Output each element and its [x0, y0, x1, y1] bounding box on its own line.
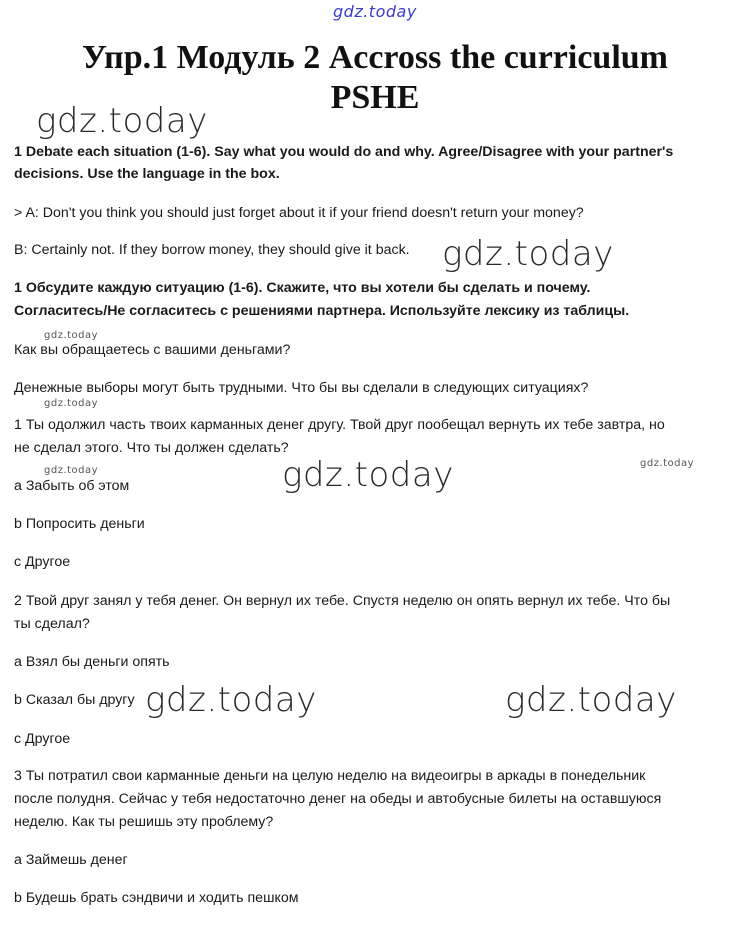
task-en-line1: 1 Debate each situation (1-6). Say what you would do and why. Agree/Disagree with your partner's	[14, 144, 674, 160]
watermark-small-1: gdz.today	[44, 330, 99, 341]
watermark-small-3: gdz.today	[44, 465, 99, 476]
watermark-5: gdz.today	[505, 680, 677, 720]
s2-option-c: c Другое	[14, 731, 71, 747]
watermark-small-2: gdz.today	[44, 398, 99, 409]
s1-line1: 1 Ты одолжил часть твоих карманных денег другу. Твой друг пообещал вернуть их тебе завтра, но	[14, 417, 665, 433]
s1-option-b: b Попросить деньги	[14, 516, 145, 532]
s2-line2: ты сделал?	[14, 616, 90, 632]
dialogue-a: > A: Don't you think you should just forget about it if your friend doesn't return your money?	[14, 205, 584, 221]
s2-option-a: a Взял бы деньги опять	[14, 654, 170, 670]
task-ru-line1: 1 Обсудите каждую ситуацию (1-6). Скажите, что вы хотели бы сделать и почему.	[14, 280, 591, 296]
s2-option-b: b Сказал бы другу	[14, 692, 135, 708]
s2-line1: 2 Твой друг занял у тебя денег. Он вернул их тебе. Спустя неделю он опять вернул их тебе. Что бы	[14, 593, 671, 609]
watermark-2: gdz.today	[442, 234, 614, 274]
s3-line2: после полудня. Сейчас у тебя недостаточно денег на обеды и автобусные билеты на оставшуюся	[14, 791, 662, 807]
intro-q2: Денежные выборы могут быть трудными. Что бы вы сделали в следующих ситуациях?	[14, 380, 589, 396]
dialogue-b: B: Certainly not. If they borrow money, they should give it back.	[14, 242, 410, 258]
watermark-top: gdz.today	[333, 2, 417, 21]
task-en-line2: decisions. Use the language in the box.	[14, 166, 280, 182]
watermark-3: gdz.today	[282, 455, 454, 495]
s1-option-a: a Забыть об этом	[14, 478, 130, 494]
task-ru-line2: Согласитесь/Не согласитесь с решениями партнера. Используйте лексику из таблицы.	[14, 303, 630, 319]
page-title-line2: PSHE	[330, 79, 420, 116]
watermark-4: gdz.today	[145, 680, 317, 720]
s3-option-b: b Будешь брать сэндвичи и ходить пешком	[14, 890, 299, 906]
s3-line1: 3 Ты потратил свои карманные деньги на целую неделю на видеоигры в аркады в понедельник	[14, 768, 646, 784]
s3-line3: неделю. Как ты решишь эту проблему?	[14, 814, 274, 830]
page-title-line1: Упр.1 Модуль 2 Accross the curriculum	[81, 39, 669, 76]
s1-option-c: c Другое	[14, 554, 71, 570]
s3-option-a: a Займешь денег	[14, 852, 128, 868]
watermark-1: gdz.today	[36, 101, 208, 141]
watermark-small-4: gdz.today	[640, 458, 695, 469]
intro-q1: Как вы обращаетесь с вашими деньгами?	[14, 342, 291, 358]
s1-line2: не сделал этого. Что ты должен сделать?	[14, 440, 289, 456]
